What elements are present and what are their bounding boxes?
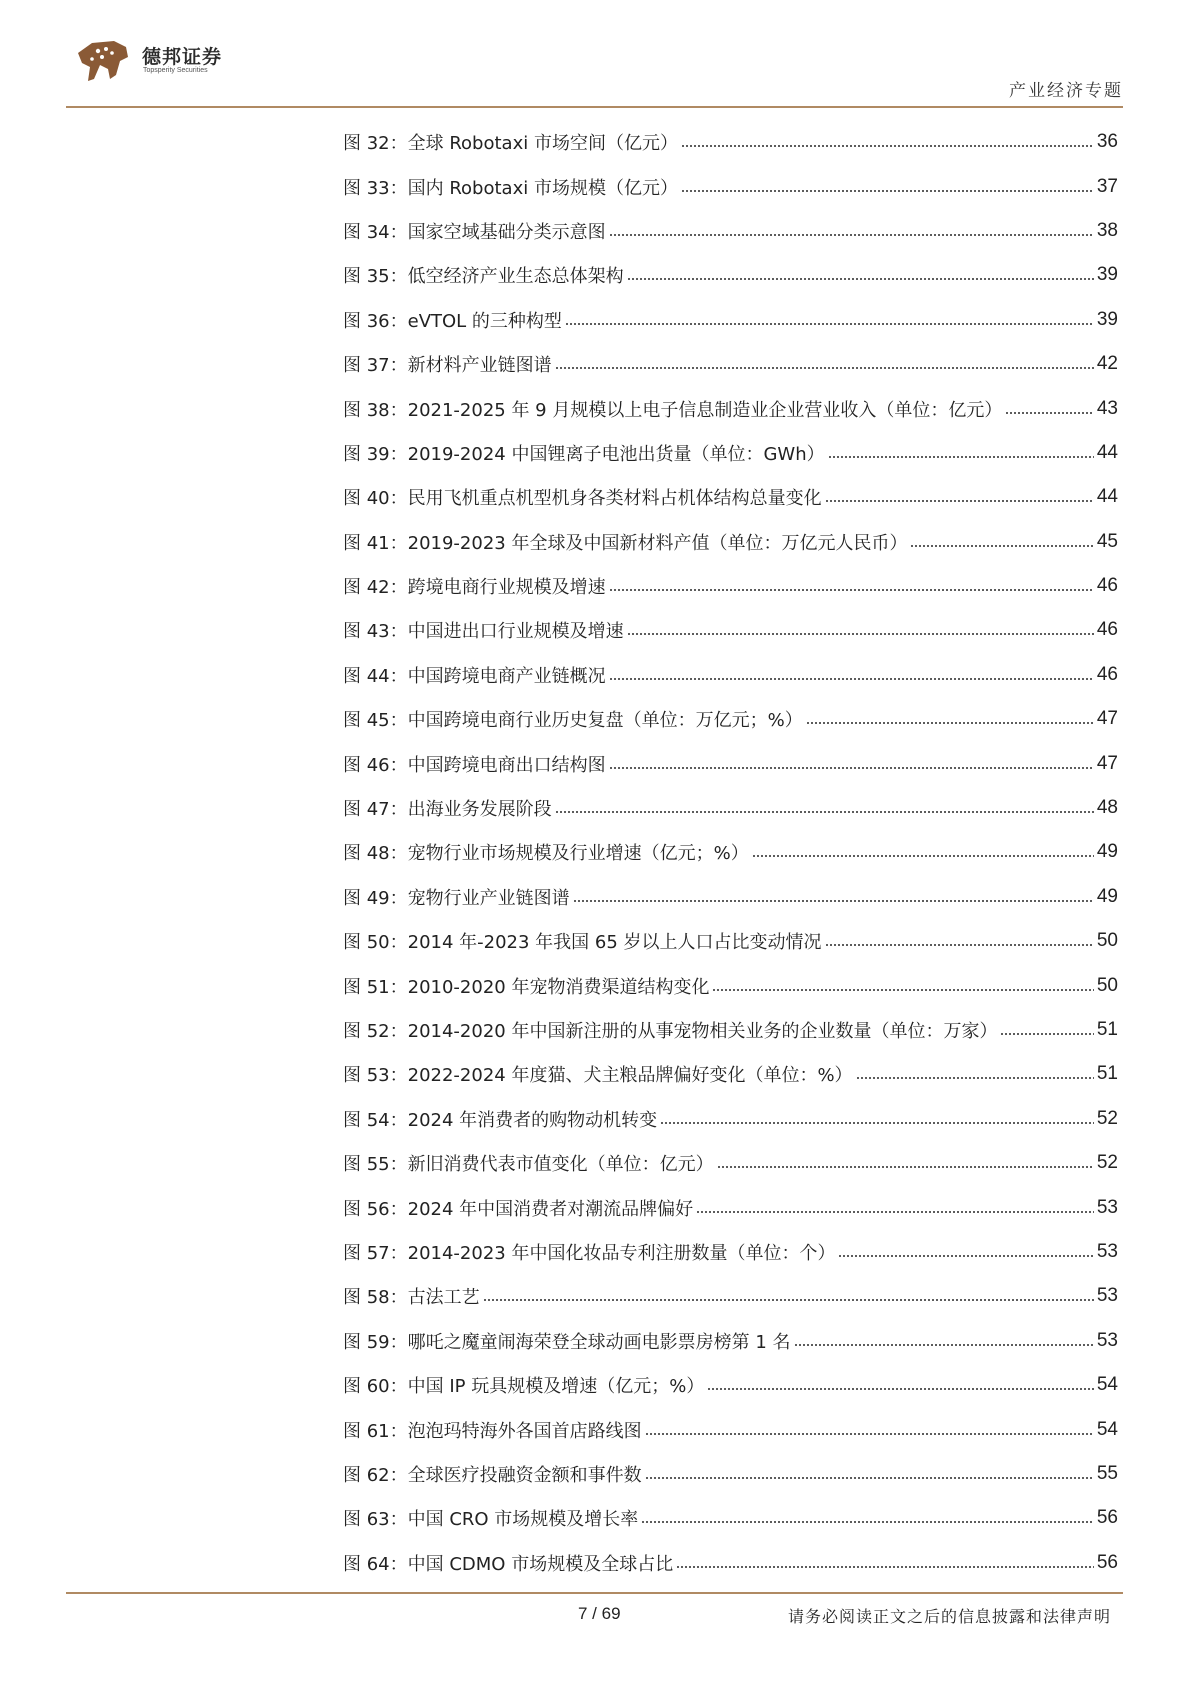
toc-entry-page: 53 — [1096, 1329, 1118, 1351]
dot-leader — [483, 1299, 1094, 1301]
dot-leader — [627, 278, 1094, 280]
toc-entry[interactable] — [343, 1097, 1118, 1141]
dot-leader — [828, 456, 1094, 458]
toc-entry-title: 图 57：2014-2023 年中国化妆品专利注册数量（单位：个） — [343, 1242, 836, 1264]
toc-entry[interactable] — [343, 875, 1118, 919]
toc-entry[interactable] — [343, 520, 1118, 564]
disclaimer-note: 请务必阅读正文之后的信息披露和法律声明 — [787, 1607, 1111, 1626]
logo-english-name: Topsperity Securities — [143, 67, 208, 74]
toc-entry[interactable] — [343, 386, 1118, 430]
toc-entry[interactable] — [343, 1496, 1118, 1540]
dot-leader — [555, 367, 1094, 369]
toc-entry-title: 图 32：全球 Robotaxi 市场空间（亿元） — [343, 133, 678, 155]
dot-leader — [645, 1433, 1094, 1435]
toc-entry-page: 42 — [1096, 353, 1118, 375]
toc-entry[interactable] — [343, 342, 1118, 386]
footer-divider — [66, 1592, 1123, 1594]
toc-entry-title: 图 60：中国 IP 玩具规模及增速（亿元；%） — [343, 1376, 705, 1398]
toc-entry-page: 49 — [1096, 885, 1118, 907]
dot-leader — [645, 1477, 1094, 1479]
dot-leader — [794, 1344, 1094, 1346]
toc-entry-page: 51 — [1096, 1019, 1118, 1040]
toc-entry[interactable] — [343, 1541, 1118, 1585]
toc-entry-title: 图 63：中国 CRO 市场规模及增长率 — [343, 1509, 639, 1531]
toc-entry[interactable] — [343, 1052, 1118, 1096]
dot-leader — [609, 234, 1094, 236]
dot-leader — [681, 145, 1094, 147]
toc-entry-page: 54 — [1096, 1374, 1118, 1396]
toc-entry[interactable] — [343, 475, 1118, 519]
toc-entry-page: 36 — [1096, 131, 1118, 153]
dot-leader — [825, 944, 1094, 946]
toc-entry-title: 图 46：中国跨境电商出口结构图 — [343, 754, 606, 776]
dot-leader — [806, 722, 1094, 724]
toc-entry-page: 54 — [1096, 1418, 1118, 1440]
dot-leader — [609, 767, 1094, 769]
toc-entry-page: 51 — [1096, 1063, 1118, 1085]
dot-leader — [609, 678, 1094, 680]
toc-entry-title: 图 48：宠物行业市场规模及行业增速（亿元；%） — [343, 843, 749, 865]
toc-entry[interactable] — [343, 164, 1118, 208]
toc-entry-page: 50 — [1096, 974, 1118, 996]
dot-leader — [660, 1122, 1094, 1124]
dot-leader — [573, 900, 1094, 902]
dot-leader — [627, 633, 1094, 635]
toc-entry-page: 56 — [1096, 1551, 1118, 1573]
toc-entry-page: 45 — [1096, 530, 1118, 552]
toc-entry[interactable] — [343, 209, 1118, 253]
toc-entry-page: 55 — [1096, 1462, 1118, 1484]
dot-leader — [712, 989, 1093, 991]
leopard-logo-icon — [72, 35, 132, 87]
toc-entry-page: 46 — [1096, 575, 1118, 597]
toc-entry[interactable] — [343, 120, 1118, 164]
toc-entry[interactable] — [343, 1141, 1118, 1185]
toc-entry-title: 图 38：2021-2025 年 9 月规模以上电子信息制造业企业营业收入（单位：亿元） — [343, 399, 1003, 421]
toc-entry-page: 52 — [1096, 1152, 1118, 1174]
header-divider — [66, 106, 1123, 108]
toc-entry[interactable] — [343, 298, 1118, 342]
toc-entry-title: 图 50：2014 年-2023 年我国 65 岁以上人口占比变动情况 — [343, 932, 822, 954]
toc-entry[interactable] — [343, 1230, 1118, 1274]
toc-entry-page: 37 — [1096, 175, 1118, 197]
toc-entry[interactable] — [343, 608, 1118, 652]
toc-entry[interactable] — [343, 919, 1118, 963]
toc-entry-page: 46 — [1096, 663, 1118, 685]
toc-entry-page: 39 — [1096, 264, 1118, 286]
toc-entry-title: 图 41：2019-2023 年全球及中国新材料产值（单位：万亿元人民币） — [343, 532, 908, 554]
dot-leader — [856, 1077, 1094, 1079]
toc-entry-page: 53 — [1096, 1285, 1118, 1307]
toc-entry-title: 图 56：2024 年中国消费者对潮流品牌偏好 — [343, 1198, 694, 1220]
toc-entry-title: 图 59：哪吒之魔童闹海荣登全球动画电影票房榜第 1 名 — [343, 1331, 791, 1353]
section-title: 产业经济专题 — [1009, 81, 1123, 101]
toc-entry-title: 图 45：中国跨境电商行业历史复盘（单位：万亿元；%） — [343, 710, 803, 732]
toc-entry[interactable] — [343, 564, 1118, 608]
dot-leader — [565, 323, 1094, 325]
dot-leader — [555, 811, 1094, 813]
toc-entry-page: 56 — [1096, 1507, 1118, 1529]
toc-entry[interactable] — [343, 431, 1118, 475]
dot-leader — [1005, 412, 1094, 414]
toc-entry-page: 48 — [1096, 797, 1118, 819]
dot-leader — [681, 190, 1094, 192]
toc-entry[interactable] — [343, 1363, 1118, 1407]
toc-entry[interactable] — [343, 830, 1118, 874]
dot-leader — [609, 589, 1094, 591]
toc-entry-page: 50 — [1096, 930, 1118, 952]
dot-leader — [641, 1521, 1094, 1523]
toc-entry[interactable] — [343, 653, 1118, 697]
toc-entry-title: 图 44：中国跨境电商产业链概况 — [343, 665, 606, 687]
toc-entry-title: 图 37：新材料产业链图谱 — [343, 355, 552, 377]
toc-entry[interactable] — [343, 253, 1118, 297]
toc-entry-title: 图 39：2019-2024 中国锂离子电池出货量（单位：GWh） — [343, 443, 825, 465]
toc-entry-title: 图 49：宠物行业产业链图谱 — [343, 887, 570, 909]
dot-leader — [696, 1211, 1094, 1213]
toc-entry[interactable] — [343, 1185, 1118, 1229]
toc-entry-page: 53 — [1096, 1196, 1118, 1218]
toc-entry-page: 52 — [1096, 1107, 1118, 1129]
toc-entry-page: 38 — [1096, 219, 1118, 241]
logo-chinese-name: 德邦证券 — [142, 46, 223, 68]
dot-leader — [910, 545, 1093, 547]
toc-entry-page: 44 — [1096, 486, 1118, 508]
toc-entry-page: 46 — [1096, 619, 1118, 641]
toc-entry[interactable] — [343, 1452, 1118, 1496]
company-logo — [72, 35, 272, 90]
toc-entry-page: 47 — [1096, 752, 1118, 774]
dot-leader — [838, 1255, 1093, 1257]
toc-entry-title: 图 47：出海业务发展阶段 — [343, 799, 552, 821]
toc-entry-title: 图 62：全球医疗投融资金额和事件数 — [343, 1464, 642, 1486]
toc-entry-title: 图 55：新旧消费代表市值变化（单位：亿元） — [343, 1154, 714, 1176]
toc-entry[interactable] — [343, 786, 1118, 830]
toc-entry-title: 图 51：2010-2020 年宠物消费渠道结构变化 — [343, 976, 710, 998]
toc-entry-page: 43 — [1096, 397, 1118, 419]
toc-entry-title: 图 64：中国 CDMO 市场规模及全球占比 — [343, 1553, 674, 1575]
toc-entry-title: 图 52：2014-2020 年中国新注册的从事宠物相关业务的企业数量（单位：万家） — [343, 1021, 998, 1042]
toc-entry-title: 图 36：eVTOL 的三种构型 — [343, 310, 562, 332]
figure-list — [343, 120, 1118, 1585]
dot-leader — [752, 855, 1094, 857]
toc-entry-title: 图 61：泡泡玛特海外各国首店路线图 — [343, 1420, 642, 1442]
toc-entry-title: 图 33：国内 Robotaxi 市场规模（亿元） — [343, 177, 678, 199]
dot-leader — [676, 1566, 1094, 1568]
toc-entry[interactable] — [343, 1407, 1118, 1451]
toc-entry-title: 图 54：2024 年消费者的购物动机转变 — [343, 1109, 658, 1131]
toc-entry-title: 图 58：古法工艺 — [343, 1287, 480, 1309]
toc-entry-page: 47 — [1096, 708, 1118, 730]
toc-entry-title: 图 34：国家空域基础分类示意图 — [343, 221, 606, 243]
toc-entry-page: 53 — [1096, 1240, 1118, 1262]
toc-entry[interactable] — [343, 1319, 1118, 1363]
dot-leader — [717, 1166, 1094, 1168]
toc-entry-title: 图 43：中国进出口行业规模及增速 — [343, 621, 624, 643]
dot-leader — [707, 1388, 1094, 1390]
dot-leader — [825, 500, 1094, 502]
toc-entry-page: 39 — [1096, 308, 1118, 330]
toc-entry-page: 44 — [1096, 441, 1118, 463]
toc-entry[interactable] — [343, 963, 1118, 1007]
toc-entry[interactable] — [343, 1008, 1118, 1052]
toc-entry-title: 图 40：民用飞机重点机型机身各类材料占机体结构总量变化 — [343, 488, 822, 510]
toc-entry[interactable] — [343, 1274, 1118, 1318]
dot-leader — [1000, 1033, 1093, 1035]
toc-entry[interactable] — [343, 741, 1118, 785]
toc-entry-page: 49 — [1096, 841, 1118, 863]
toc-entry-title: 图 53：2022-2024 年度猫、犬主粮品牌偏好变化（单位：%） — [343, 1065, 853, 1087]
toc-entry[interactable] — [343, 697, 1118, 741]
toc-entry-title: 图 35：低空经济产业生态总体架构 — [343, 266, 624, 288]
toc-entry-title: 图 42：跨境电商行业规模及增速 — [343, 577, 606, 599]
page-number: 7 / 69 — [578, 1604, 621, 1623]
